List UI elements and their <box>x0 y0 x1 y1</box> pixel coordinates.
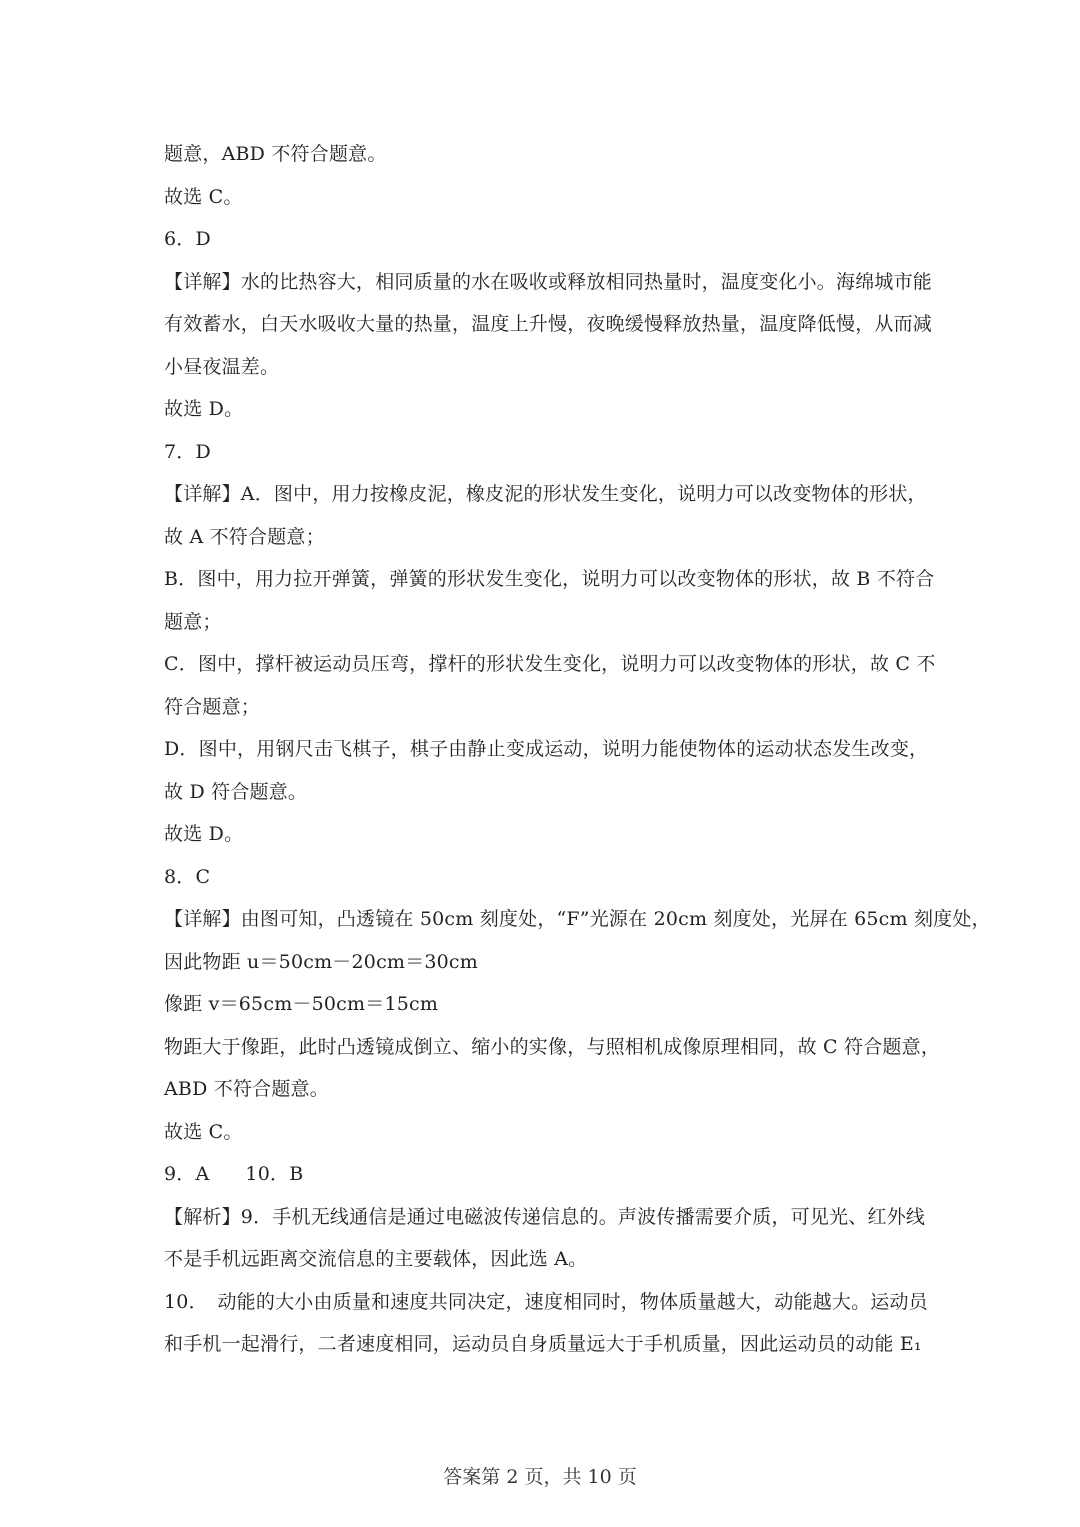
question-numbers-row <box>164 1153 924 1196</box>
text-line: 故 D 符合题意。 <box>164 780 308 803</box>
text-line: 故选 D。 <box>164 398 244 420</box>
text-line: 不是手机远距离交流信息的主要载体，因此选 A。 <box>164 1248 588 1270</box>
text-line: 物距大于像距，此时凸透镜成倒立、缩小的实像，与照相机成像原理相同，故 C 符合题意， <box>164 1035 941 1058</box>
text-line: 像距 v＝65cm－50cm＝15cm <box>164 993 439 1015</box>
text-line: 有效蓄水，白天水吸收大量的热量，温度上升慢，夜晚缓慢释放热量，温度降低慢，从而减 <box>164 313 933 335</box>
text-line: 10． 动能的大小由质量和速度共同决定，速度相同时，物体质量越大，动能越大。运动员 <box>164 1290 928 1313</box>
text-line: 因此物距 u＝50cm－20cm＝30cm <box>164 950 478 973</box>
text-line: D．图中，用钢尺击飞棋子，棋子由静止变成运动，说明力能使物体的运动状态发生改变， <box>164 738 929 760</box>
text-line: 符合题意； <box>164 695 261 718</box>
text-line: 【解析】9．手机无线通信是通过电磁波传递信息的。声波传播需要介质，可见光、红外线 <box>164 1205 926 1228</box>
text-line: 题意； <box>164 610 222 633</box>
text-line: 小昼夜温差。 <box>164 355 280 378</box>
question-number: 10．B <box>245 1163 304 1185</box>
text-line: 和手机一起滑行，二者速度相同，运动员自身质量远大于手机质量，因此运动员的动能 E₁ <box>164 1333 922 1355</box>
text-line: 【详解】由图可知，凸透镜在 50cm 刻度处，“F”光源在 20cm 刻度处，光屏在 65cm 刻度处， <box>164 908 991 930</box>
question-number: 6．D <box>164 228 211 250</box>
question-number: 9．A <box>164 1163 210 1185</box>
text-line: ABD 不符合题意。 <box>164 1078 329 1100</box>
question-number: 8．C <box>164 865 211 888</box>
text-line: 故选 C。 <box>164 185 243 208</box>
text-line: C．图中，撑杆被运动员压弯，撑杆的形状发生变化，说明力可以改变物体的形状，故 C 不 <box>164 653 936 675</box>
text-line: 故选 C。 <box>164 1120 243 1143</box>
text-line: 故 A 不符合题意； <box>164 525 325 548</box>
text-line: 【详解】A．图中，用力按橡皮泥，橡皮泥的形状发生变化，说明力可以改变物体的形状， <box>164 483 927 505</box>
text-line: 故选 D。 <box>164 823 244 845</box>
question-number: 7．D <box>164 440 211 463</box>
text-line: 【详解】水的比热容大，相同质量的水在吸收或释放相同热量时，温度变化小。海绵城市能 <box>164 270 933 293</box>
text-line: 题意，ABD 不符合题意。 <box>164 143 387 165</box>
answer-content <box>164 133 991 1366</box>
text-line: B．图中，用力拉开弹簧，弹簧的形状发生变化，说明力可以改变物体的形状，故 B 不符合 <box>164 568 935 590</box>
page-footer: 答案第 2 页，共 10 页 <box>443 1466 637 1488</box>
